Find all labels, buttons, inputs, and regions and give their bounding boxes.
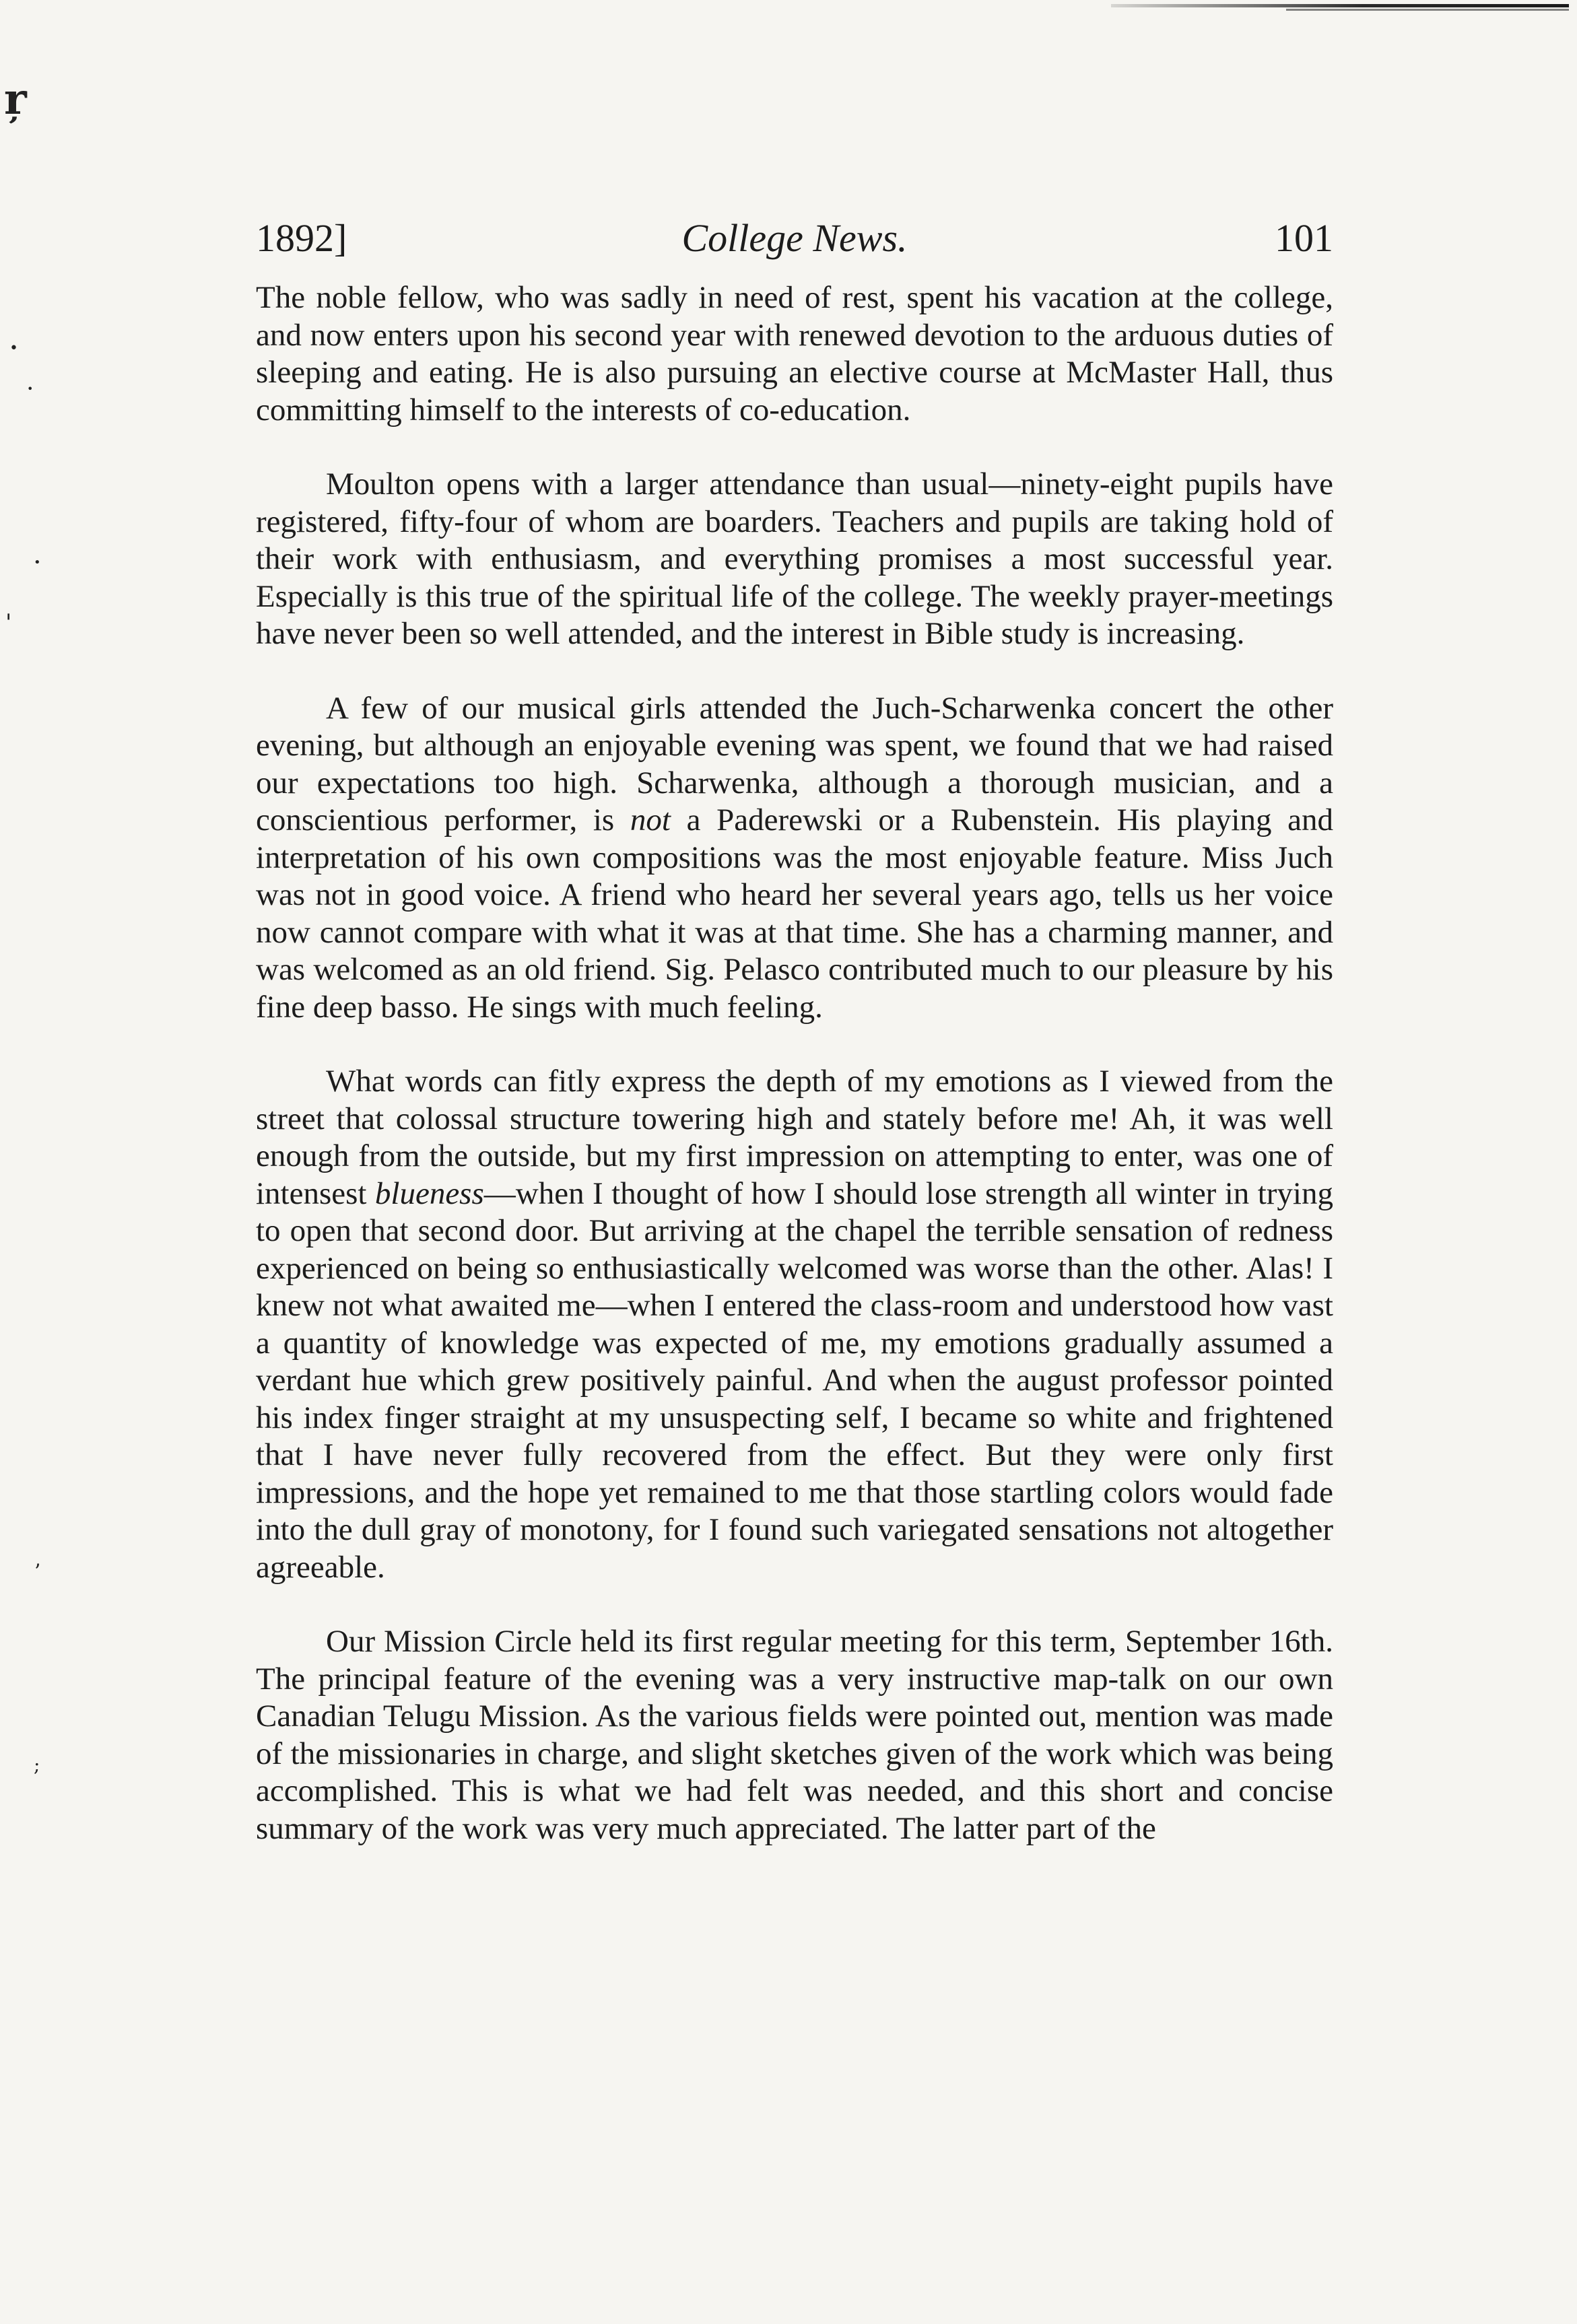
paragraph-4 bbox=[256, 1063, 1333, 1586]
page-number: 101 bbox=[1275, 216, 1333, 260]
margin-mark-top-left: ŗ bbox=[4, 74, 27, 125]
margin-mark-dot-3: • bbox=[34, 555, 41, 570]
header-year: 1892] bbox=[256, 216, 347, 260]
top-edge-rule-secondary bbox=[1286, 9, 1569, 11]
running-header bbox=[256, 215, 1333, 279]
paragraph-4-emphasis: blueness bbox=[374, 1175, 484, 1211]
paragraph-5: Our Mission Circle held its first regular meeting for this term, September 16th. The principal feature of the evening was a very instructive map-talk on our own Canadian Telugu Mission. As the various fields were pointed out, mention was made of the missionaries in charge, and slight sketches given of the work which was being accomplished. This is what we had felt was needed, and this short and concise summary of the work was very much appreciated. The latter part of the bbox=[256, 1624, 1333, 1846]
top-edge-rule bbox=[1111, 4, 1569, 7]
paragraph-4-text-a: What words can fitly express the depth of my emotions as I viewed from the street that colossal structure towering high and stately before me! Ah, it was well enough from the outside, but my first impression on attempting to enter, was one of intensest bbox=[256, 1064, 1333, 1211]
page-content bbox=[256, 215, 1333, 1884]
margin-mark-comma: ʼ bbox=[34, 1561, 40, 1584]
margin-mark-dot-2: • bbox=[27, 382, 34, 395]
header-title: College News. bbox=[681, 216, 908, 260]
paragraph-3-emphasis: not bbox=[630, 802, 671, 838]
paragraph-3 bbox=[256, 690, 1333, 1027]
paragraph-4-text-b: —when I thought of how I should lose strength all winter in trying to open that second door. But arriving at the chapel the terrible sensation of redness experienced on being so enthusiastically welcomed was worse than the other. Alas! I knew not what awaited me—when I entered the class-room and understood how vast a quantity of knowledge was expected of me, my emotions gradually assumed a verdant hue which grew positively painful. And when the august professor pointed his index finger straight at my unsuspecting self, I became so white and frightened that I have never fully recovered from the effect. But they were only first impressions, and the hope yet remained to me that those startling colors would fade into the dull gray of monotony, for I found such variegated sensations not altogether agreeable. bbox=[256, 1175, 1333, 1585]
margin-mark-dot-1: • bbox=[9, 340, 18, 357]
margin-mark-semicolon: ; bbox=[34, 1754, 40, 1776]
paragraph-3-text-b: a Paderewski or a Rubenstein. His playing and interpretation of his own compositions was the most enjoyable feature. Miss Juch was not in good voice. A friend who heard her several years ago, tells us her voice now cannot compare with what it was at that time. She has a charming manner, and was welcomed as an old friend. Sig. Pelasco contributed much to our pleasure by his fine deep basso. He sings with much feeling. bbox=[256, 802, 1333, 1025]
margin-mark-tick-1: ' bbox=[5, 609, 12, 636]
paragraph-3-text-a: A few of our musical girls attended the Juch-Scharwenka concert the other evening, but although an enjoyable evening was spent, we found that we had raised our expectations too high. Scharwenka, although a thorough musician, and a conscientious performer, is bbox=[256, 690, 1333, 838]
paragraph-1: The noble fellow, who was sadly in need of rest, spent his vacation at the college, and now enters upon his second year with renewed devotion to the arduous duties of sleeping and eating. He is also pursuing an elective course at McMaster Hall, thus committing himself to the interests of co-education. bbox=[256, 280, 1333, 428]
paragraph-2: Moulton opens with a larger attendance than usual—ninety-eight pupils have registered, fifty-four of whom are boarders. Teachers and pupils are taking hold of their work with enthusiasm, and everything promises a most successful year. Especially is this true of the spiritual life of the college. The weekly prayer-meetings have never been so well attended, and the interest in Bible study is increasing. bbox=[256, 467, 1333, 651]
